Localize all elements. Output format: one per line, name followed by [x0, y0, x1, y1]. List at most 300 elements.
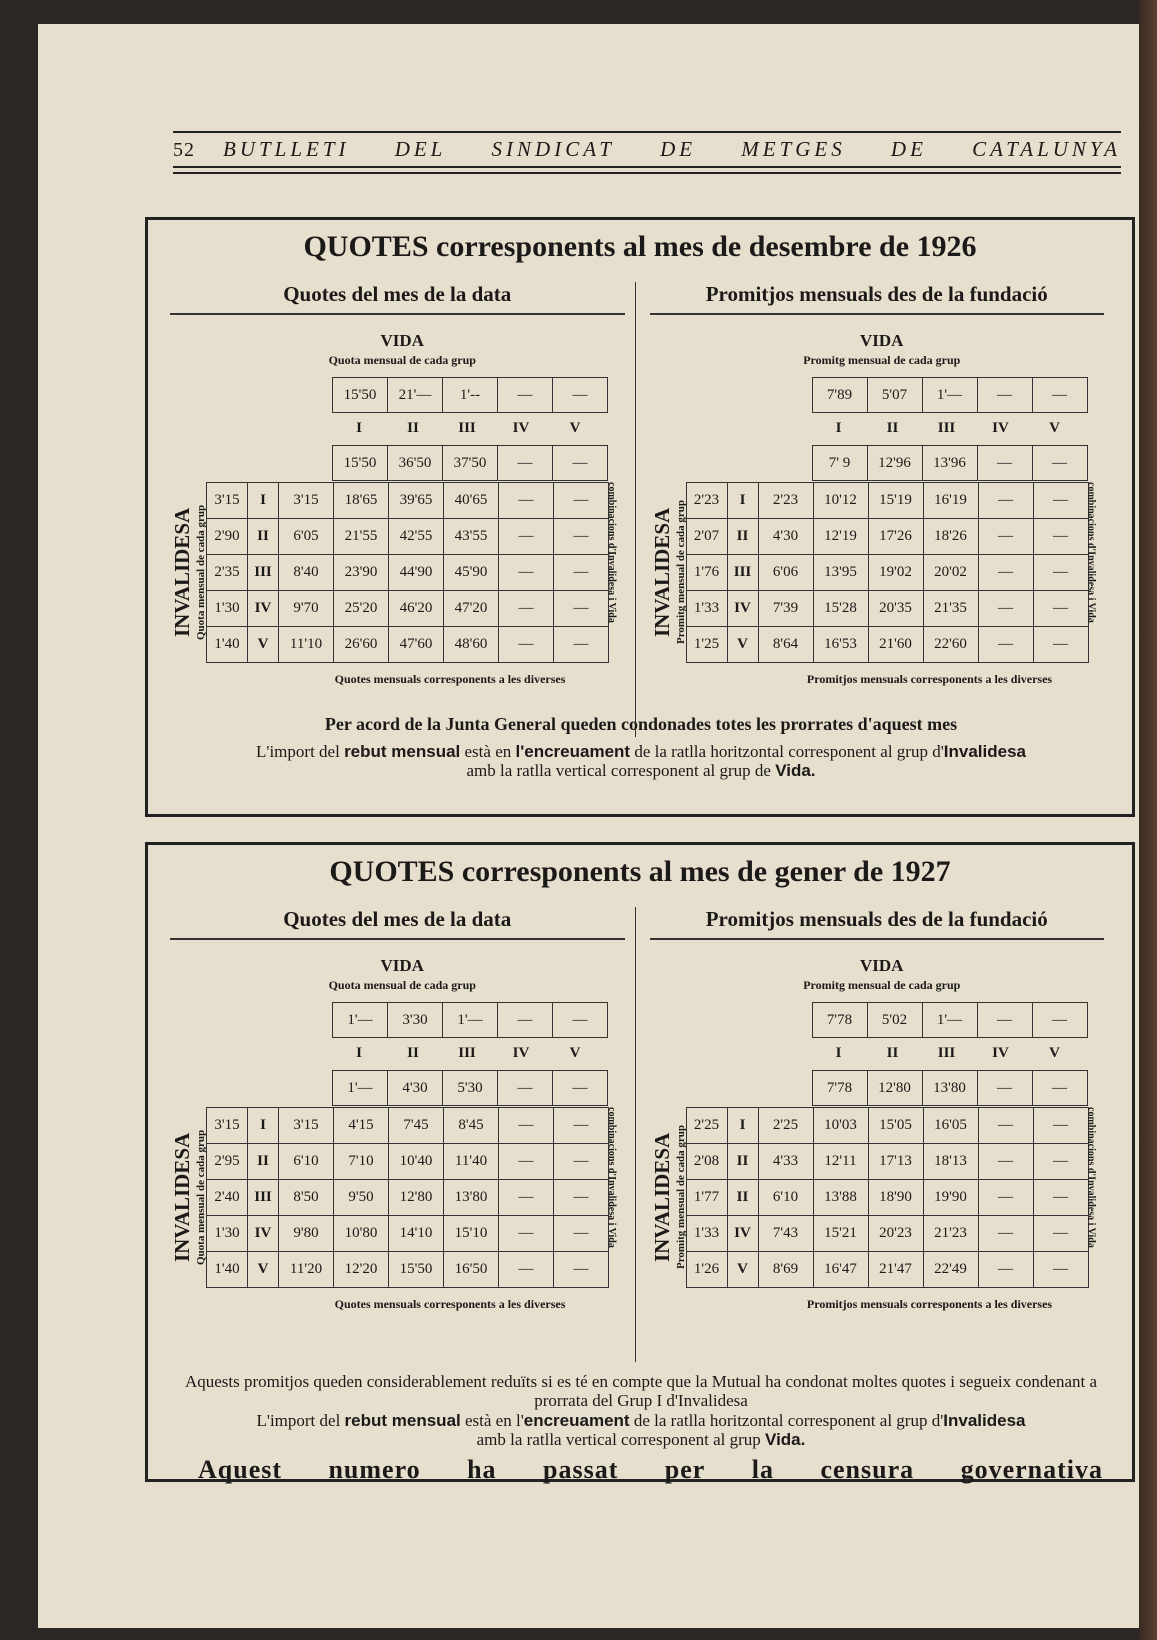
- combination-cell: 25'20: [334, 591, 389, 627]
- vida-group-label: IV: [992, 1044, 1009, 1061]
- combination-cell: —: [1033, 1252, 1088, 1288]
- combination-cell: —: [499, 1252, 554, 1288]
- vida-group-label: III: [937, 1044, 956, 1061]
- combination-cell: 6'10: [758, 1180, 813, 1216]
- combination-cell: 19'90: [923, 1180, 978, 1216]
- combination-cell: 11'40: [444, 1144, 499, 1180]
- combination-cell: 21'23: [923, 1216, 978, 1252]
- combination-cell: 7'45: [389, 1108, 444, 1144]
- invalidesa-quota-cell: 2'07: [686, 519, 727, 555]
- box-january-1927: [145, 842, 1135, 1482]
- table-row: [686, 1252, 1088, 1288]
- vida-total-cell: —: [977, 1071, 1032, 1106]
- invalidesa-group-label: IV: [727, 591, 758, 627]
- box-halves: [170, 907, 1114, 1362]
- vida-quota-cell: —: [1032, 1003, 1087, 1038]
- page: [38, 24, 1143, 1628]
- combination-cell: 12'80: [389, 1180, 444, 1216]
- combination-grid: [206, 1107, 609, 1288]
- combination-cell: 11'10: [279, 627, 334, 663]
- combination-cell: 42'55: [389, 519, 444, 555]
- import-note: L'import del rebut mensual està en l'encreuament de la ratlla horitzontal corresponent al grup d'Invalidesa amb la ratlla vertical corresponent al grup Vida.: [256, 1411, 1026, 1449]
- combination-cell: 13'95: [813, 555, 868, 591]
- combination-cell: 20'35: [868, 591, 923, 627]
- table-row: [686, 483, 1088, 519]
- invalidesa-subtitle: Quota mensual de cada grup: [195, 1129, 207, 1265]
- left-subtitle: Quotes del mes de la data: [170, 907, 625, 940]
- invalidesa-subtitle: Quota mensual de cada grup: [195, 504, 207, 640]
- vida-heading: VIDA: [860, 331, 904, 350]
- combination-cell: —: [978, 627, 1033, 663]
- vida-total-cell: 12'80: [867, 1071, 922, 1106]
- vida-total-cell: 5'30: [443, 1071, 498, 1106]
- combination-cell: 3'15: [279, 1108, 334, 1144]
- combination-cell: —: [978, 1180, 1033, 1216]
- vida-group-label: IV: [512, 419, 530, 436]
- combination-cell: 17'13: [868, 1144, 923, 1180]
- left-subtitle: Quotes del mes de la data: [170, 282, 625, 315]
- vida-total-cell: 37'50: [443, 446, 498, 481]
- combination-cell: 21'35: [923, 591, 978, 627]
- combination-grid: [686, 482, 1089, 663]
- invalidesa-title: INVALIDESA: [649, 507, 674, 637]
- combination-cell: 46'20: [389, 591, 444, 627]
- right-subtitle: Promitjos mensuals des de la fundació: [650, 907, 1105, 940]
- combination-cell: 7'39: [758, 591, 813, 627]
- combination-cell: 18'13: [923, 1144, 978, 1180]
- vida-total-cell: —: [1032, 1071, 1087, 1106]
- combination-cell: 8'40: [279, 555, 334, 591]
- vida-quota-cell: 1'—: [443, 1003, 498, 1038]
- vida-total-cell: —: [498, 1071, 553, 1106]
- combination-cell: 14'10: [389, 1216, 444, 1252]
- combination-cell: —: [554, 1180, 609, 1216]
- current-month-half: [170, 282, 636, 737]
- combination-cell: 8'45: [444, 1108, 499, 1144]
- combination-cell: —: [554, 1108, 609, 1144]
- invalidesa-group-label: II: [248, 1144, 279, 1180]
- combination-cell: 13'88: [813, 1180, 868, 1216]
- table-row: [207, 1252, 609, 1288]
- combination-cell: —: [978, 1144, 1033, 1180]
- vida-quota-row: [812, 377, 1088, 413]
- combination-cell: 45'90: [444, 555, 499, 591]
- invalidesa-quota-cell: 3'15: [207, 1108, 248, 1144]
- invalidesa-quota-cell: 1'76: [686, 555, 727, 591]
- table-row: [686, 1216, 1088, 1252]
- vida-group-row: [812, 411, 1082, 445]
- invalidesa-label: [170, 1107, 207, 1287]
- combination-cell: —: [1033, 1180, 1088, 1216]
- combination-cell: —: [978, 519, 1033, 555]
- invalidesa-group-label: I: [727, 483, 758, 519]
- title-word: DE: [890, 137, 927, 161]
- combination-cell: 15'19: [868, 483, 923, 519]
- vida-quota-cell: —: [553, 1003, 608, 1038]
- combination-cell: 16'50: [444, 1252, 499, 1288]
- combination-cell: 16'53: [813, 627, 868, 663]
- vida-total-cell: —: [977, 446, 1032, 481]
- combination-cell: —: [554, 483, 609, 519]
- combination-cell: 7'10: [334, 1144, 389, 1180]
- table-row: [686, 519, 1088, 555]
- vida-quota-cell: 1'--: [443, 378, 498, 413]
- combination-cell: 9'80: [279, 1216, 334, 1252]
- table-footnote: Quotes mensuals corresponents a les diverses: [334, 672, 566, 686]
- box-title: QUOTES corresponents al mes de desembre de 1926: [303, 230, 977, 263]
- combination-cell: 17'26: [868, 519, 923, 555]
- table-footnote: Quotes mensuals corresponents a les diverses: [334, 1297, 566, 1311]
- box-december-1926: [145, 217, 1135, 817]
- current-month-half: [170, 907, 636, 1362]
- side-caption: combinacions d'Invalidesa i Vida: [606, 482, 617, 623]
- invalidesa-quota-cell: 1'77: [686, 1180, 727, 1216]
- vida-quota-cell: 7'89: [812, 378, 867, 413]
- averages-note: Aquests promitjos queden considerablement reduïts si es té en compte que la Mutual ha condonat moltes quotes i segueix condenant a prorrata del Grup I d'Invalidesa: [184, 1372, 1098, 1410]
- title-word: SINDICAT: [491, 137, 615, 161]
- vida-total-cell: —: [553, 1071, 608, 1106]
- combination-cell: 6'05: [279, 519, 334, 555]
- vida-group-label: V: [569, 419, 581, 436]
- invalidesa-title: INVALIDESA: [170, 1132, 194, 1262]
- combination-cell: 6'10: [279, 1144, 334, 1180]
- vida-total-cell: 12'96: [867, 446, 922, 481]
- combination-cell: —: [499, 519, 554, 555]
- vida-quota-cell: —: [498, 378, 553, 413]
- combination-cell: 15'10: [444, 1216, 499, 1252]
- vida-heading: VIDA: [380, 956, 424, 975]
- invalidesa-group-label: IV: [248, 591, 279, 627]
- import-note: L'import del rebut mensual està en l'encreuament de la ratlla horitzontal corresponent al grup d'Invalidesa amb la ratlla vertical corresponent al grup de Vida.: [256, 742, 1026, 780]
- combination-cell: —: [554, 1144, 609, 1180]
- combination-cell: 26'60: [334, 627, 389, 663]
- combination-cell: 20'02: [923, 555, 978, 591]
- vida-subheading: Promitg mensual de cada grup: [803, 978, 961, 992]
- notice-word: numero: [328, 1455, 421, 1484]
- table-row: [686, 555, 1088, 591]
- combination-cell: 16'19: [923, 483, 978, 519]
- combination-cell: —: [978, 1108, 1033, 1144]
- combination-cell: 20'23: [868, 1216, 923, 1252]
- table-row: [686, 1108, 1088, 1144]
- invalidesa-label: [650, 482, 687, 662]
- vida-total-row: [812, 1070, 1088, 1106]
- notice-word: la: [751, 1455, 775, 1484]
- combination-cell: 8'64: [758, 627, 813, 663]
- combination-grid: [206, 482, 609, 663]
- vida-quota-cell: 1'—: [333, 1003, 388, 1038]
- combination-cell: 6'06: [758, 555, 813, 591]
- invalidesa-group-label: I: [727, 1108, 758, 1144]
- combination-cell: —: [1033, 627, 1088, 663]
- combination-cell: —: [1033, 519, 1088, 555]
- combination-cell: 19'02: [868, 555, 923, 591]
- vida-group-label: III: [458, 1044, 476, 1061]
- averages-half: [650, 907, 1115, 1362]
- vida-total-cell: —: [1032, 446, 1087, 481]
- vida-quota-cell: —: [498, 1003, 553, 1038]
- combination-cell: 4'15: [334, 1108, 389, 1144]
- invalidesa-group-label: V: [727, 1252, 758, 1288]
- invalidesa-group-label: III: [248, 1180, 279, 1216]
- vida-total-cell: 13'80: [922, 1071, 977, 1106]
- table-row: [207, 1180, 609, 1216]
- table-row: [207, 1108, 609, 1144]
- invalidesa-group-label: I: [248, 1108, 279, 1144]
- table-row: [207, 1144, 609, 1180]
- invalidesa-quota-cell: 3'15: [207, 483, 248, 519]
- vida-quota-cell: 5'07: [867, 378, 922, 413]
- vida-group-label: V: [1049, 419, 1060, 436]
- vida-quota-cell: 7'78: [812, 1003, 867, 1038]
- invalidesa-label: [650, 1107, 687, 1287]
- combination-cell: —: [554, 1216, 609, 1252]
- table-row: [207, 519, 609, 555]
- table-row: [207, 591, 609, 627]
- notice-word: passat: [543, 1455, 619, 1484]
- censorship-notice: [198, 1455, 1103, 1485]
- vida-quota-cell: 5'02: [867, 1003, 922, 1038]
- side-caption: combinacions d'Invalidesa i Vida: [1085, 482, 1097, 623]
- combination-grid: [686, 1107, 1089, 1288]
- table-row: [686, 1180, 1088, 1216]
- table-row: [686, 627, 1088, 663]
- invalidesa-group-label: V: [248, 627, 279, 663]
- invalidesa-quota-cell: 2'40: [207, 1180, 248, 1216]
- vida-total-cell: 13'96: [922, 446, 977, 481]
- combination-cell: 18'26: [923, 519, 978, 555]
- vida-total-cell: 1'—: [333, 1071, 388, 1106]
- invalidesa-quota-cell: 1'40: [207, 1252, 248, 1288]
- vida-subheading: Quota mensual de cada grup: [328, 353, 476, 367]
- vida-group-row: [332, 1036, 602, 1070]
- vida-quota-row: [332, 377, 608, 413]
- journal-title: [223, 137, 1121, 162]
- combination-cell: 12'11: [813, 1144, 868, 1180]
- combination-cell: —: [499, 1108, 554, 1144]
- combination-cell: 3'15: [279, 483, 334, 519]
- invalidesa-quota-cell: 2'35: [207, 555, 248, 591]
- vida-group-label: I: [835, 1044, 842, 1061]
- vida-group-label: V: [1049, 1044, 1060, 1061]
- invalidesa-quota-cell: 2'23: [686, 483, 727, 519]
- notice-word: ha: [467, 1455, 497, 1484]
- vida-group-label: I: [835, 419, 842, 436]
- combination-cell: —: [1033, 555, 1088, 591]
- vida-total-cell: 4'30: [388, 1071, 443, 1106]
- vida-group-label: II: [886, 1044, 899, 1061]
- invalidesa-group-label: V: [727, 627, 758, 663]
- invalidesa-group-label: II: [727, 1180, 758, 1216]
- combination-cell: 2'25: [758, 1108, 813, 1144]
- vida-group-label: II: [407, 1044, 419, 1061]
- combination-cell: 12'20: [334, 1252, 389, 1288]
- condonation-note: Per acord de la Junta General queden condonades totes les prorrates d'aquest mes: [324, 714, 958, 734]
- combination-cell: —: [978, 1252, 1033, 1288]
- combination-cell: 16'05: [923, 1108, 978, 1144]
- combination-cell: 39'65: [389, 483, 444, 519]
- combination-cell: 22'60: [923, 627, 978, 663]
- combination-cell: 18'90: [868, 1180, 923, 1216]
- combination-cell: —: [1033, 1108, 1088, 1144]
- vida-group-row: [332, 411, 602, 445]
- invalidesa-quota-cell: 2'08: [686, 1144, 727, 1180]
- combination-cell: 9'50: [334, 1180, 389, 1216]
- combination-cell: 4'33: [758, 1144, 813, 1180]
- vida-total-row: [812, 445, 1088, 481]
- invalidesa-title: INVALIDESA: [649, 1132, 674, 1262]
- combination-cell: 23'90: [334, 555, 389, 591]
- table-row: [207, 1216, 609, 1252]
- vida-group-label: II: [407, 419, 419, 436]
- vida-group-label: III: [937, 419, 956, 436]
- page-number: 52: [173, 139, 195, 161]
- combination-cell: 21'55: [334, 519, 389, 555]
- vida-total-cell: —: [553, 446, 608, 481]
- combination-cell: 8'69: [758, 1252, 813, 1288]
- invalidesa-quota-cell: 1'33: [686, 591, 727, 627]
- table-row: [207, 555, 609, 591]
- vida-quota-cell: 1'—: [922, 1003, 977, 1038]
- combination-cell: —: [554, 519, 609, 555]
- notice-word: governativa: [960, 1455, 1103, 1484]
- invalidesa-group-label: IV: [727, 1216, 758, 1252]
- combination-cell: —: [1033, 1144, 1088, 1180]
- running-header: [173, 129, 1121, 176]
- table-row: [686, 1144, 1088, 1180]
- box-title: QUOTES corresponents al mes de gener de 1927: [329, 855, 951, 888]
- vida-quota-cell: —: [977, 1003, 1032, 1038]
- invalidesa-quota-cell: 2'95: [207, 1144, 248, 1180]
- vida-group-label: I: [356, 1044, 362, 1061]
- combination-cell: —: [499, 591, 554, 627]
- invalidesa-subtitle: Promitg mensual de cada grup: [674, 1124, 687, 1270]
- vida-total-cell: —: [498, 446, 553, 481]
- vida-subheading: Quota mensual de cada grup: [328, 978, 476, 992]
- combination-cell: 10'12: [813, 483, 868, 519]
- title-word: BUTLLETI: [223, 137, 350, 161]
- vida-quota-cell: 3'30: [388, 1003, 443, 1038]
- combination-cell: 44'90: [389, 555, 444, 591]
- side-caption: combinacions d'Invalidesa i Vida: [606, 1107, 617, 1248]
- invalidesa-quota-cell: 1'30: [207, 1216, 248, 1252]
- combination-cell: 47'60: [389, 627, 444, 663]
- invalidesa-quota-cell: 1'30: [207, 591, 248, 627]
- invalidesa-quota-cell: 2'90: [207, 519, 248, 555]
- combination-cell: 16'47: [813, 1252, 868, 1288]
- combination-cell: —: [554, 627, 609, 663]
- vida-group-row: [812, 1036, 1082, 1070]
- combination-cell: —: [499, 1216, 554, 1252]
- combination-cell: 10'80: [334, 1216, 389, 1252]
- combination-cell: 10'03: [813, 1108, 868, 1144]
- vida-heading: VIDA: [860, 956, 904, 975]
- table-row: [686, 591, 1088, 627]
- vida-quota-cell: 1'—: [922, 378, 977, 413]
- combination-cell: —: [1033, 1216, 1088, 1252]
- combination-cell: 13'80: [444, 1180, 499, 1216]
- combination-cell: —: [499, 555, 554, 591]
- invalidesa-group-label: IV: [248, 1216, 279, 1252]
- vida-group-label: V: [569, 1044, 581, 1061]
- combination-cell: —: [499, 1144, 554, 1180]
- combination-cell: 4'30: [758, 519, 813, 555]
- vida-total-cell: 7'78: [812, 1071, 867, 1106]
- vida-quota-row: [812, 1002, 1088, 1038]
- vida-group-label: II: [886, 419, 899, 436]
- notice-word: per: [664, 1455, 706, 1484]
- combination-cell: —: [499, 627, 554, 663]
- combination-cell: 43'55: [444, 519, 499, 555]
- combination-cell: —: [1033, 591, 1088, 627]
- invalidesa-group-label: I: [248, 483, 279, 519]
- vida-quota-cell: —: [1032, 378, 1087, 413]
- combination-cell: 15'28: [813, 591, 868, 627]
- invalidesa-quota-cell: 1'25: [686, 627, 727, 663]
- invalidesa-quota-cell: 1'40: [207, 627, 248, 663]
- combination-cell: 15'21: [813, 1216, 868, 1252]
- combination-cell: 21'47: [868, 1252, 923, 1288]
- vida-group-label: IV: [992, 419, 1009, 436]
- combination-cell: 15'05: [868, 1108, 923, 1144]
- invalidesa-group-label: II: [727, 519, 758, 555]
- side-caption: combinacions d'Invalidesa i Vida: [1085, 1107, 1097, 1248]
- combination-cell: 21'60: [868, 627, 923, 663]
- title-word: DE: [660, 137, 697, 161]
- combination-cell: —: [499, 1180, 554, 1216]
- book-spine: [1139, 0, 1157, 1640]
- combination-cell: —: [978, 483, 1033, 519]
- vida-group-label: III: [458, 419, 476, 436]
- vida-total-cell: 7' 9: [812, 446, 867, 481]
- invalidesa-group-label: II: [248, 519, 279, 555]
- combination-cell: —: [978, 555, 1033, 591]
- notice-word: Aquest: [198, 1455, 283, 1484]
- vida-heading: VIDA: [380, 331, 424, 350]
- combination-cell: 10'40: [389, 1144, 444, 1180]
- right-subtitle: Promitjos mensuals des de la fundació: [650, 282, 1105, 315]
- combination-cell: 40'65: [444, 483, 499, 519]
- invalidesa-quota-cell: 1'33: [686, 1216, 727, 1252]
- vida-subheading: Promitg mensual de cada grup: [803, 353, 961, 367]
- invalidesa-title: INVALIDESA: [170, 507, 194, 637]
- vida-quota-cell: 15'50: [333, 378, 388, 413]
- averages-half: [650, 282, 1115, 737]
- combination-cell: 47'20: [444, 591, 499, 627]
- vida-quota-row: [332, 1002, 608, 1038]
- vida-quota-cell: —: [977, 378, 1032, 413]
- combination-cell: 15'50: [389, 1252, 444, 1288]
- vida-total-cell: 36'50: [388, 446, 443, 481]
- vida-total-cell: 15'50: [333, 446, 388, 481]
- table-row: [207, 627, 609, 663]
- combination-cell: —: [1033, 483, 1088, 519]
- vida-quota-cell: —: [553, 378, 608, 413]
- vida-total-row: [332, 445, 608, 481]
- invalidesa-group-label: V: [248, 1252, 279, 1288]
- combination-cell: 11'20: [279, 1252, 334, 1288]
- combination-cell: —: [978, 591, 1033, 627]
- combination-cell: 2'23: [758, 483, 813, 519]
- vida-group-label: IV: [512, 1044, 530, 1061]
- combination-cell: —: [978, 1216, 1033, 1252]
- vida-group-label: I: [356, 419, 362, 436]
- combination-cell: 8'50: [279, 1180, 334, 1216]
- table-footnote: Promitjos mensuals corresponents a les diverses: [806, 1297, 1053, 1311]
- combination-cell: 48'60: [444, 627, 499, 663]
- combination-cell: 7'43: [758, 1216, 813, 1252]
- combination-cell: —: [554, 555, 609, 591]
